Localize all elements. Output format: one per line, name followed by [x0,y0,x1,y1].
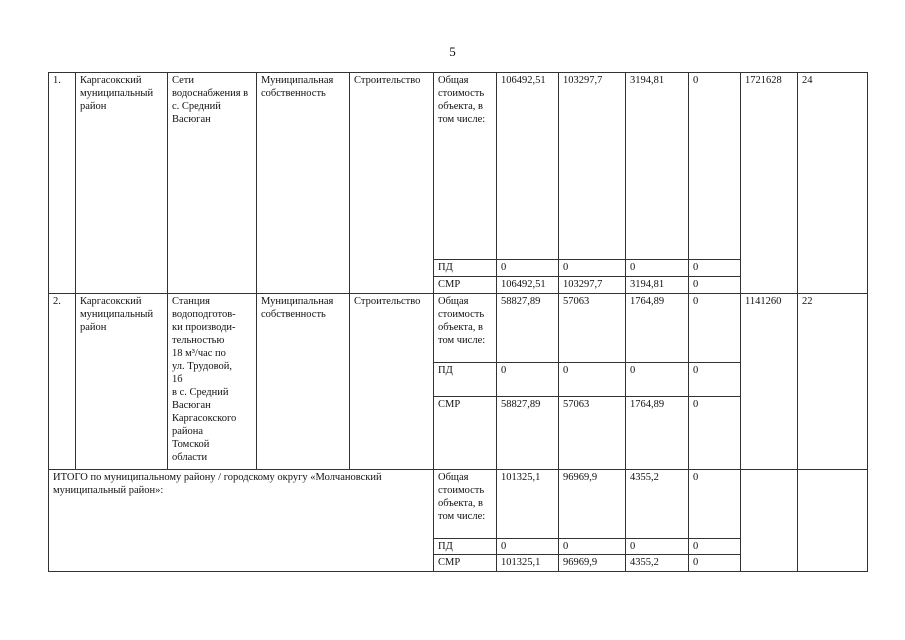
value-cell: 58827,89 [497,294,559,363]
value-cell: 0 [689,555,741,572]
pd-label: ПД [434,363,497,397]
value-cell: 0 [559,260,626,277]
value-cell: 0 [626,260,689,277]
value-cell: 0 [497,363,559,397]
value-cell: 0 [689,294,741,363]
table-row [49,73,868,260]
value-cell: 3194,81 [626,73,689,260]
value-cell: 0 [689,277,741,294]
page-number: 5 [449,44,456,59]
smr-label: СМР [434,397,497,470]
value-cell: 0 [689,73,741,260]
value-cell: 106492,51 [497,277,559,294]
value-cell: 57063 [559,397,626,470]
value-cell: 0 [689,260,741,277]
value-cell: 1764,89 [626,294,689,363]
object-cell [168,294,257,470]
value-cell: 0 [689,470,741,539]
smr-label: СМР [434,555,497,572]
object-line: ки производи- [172,322,236,333]
value-cell: 4355,2 [626,470,689,539]
object-line: Томской [172,439,210,450]
ownership-cell: Муниципальная собственность [257,294,350,470]
object-line: района [172,426,204,437]
value-cell: 57063 [559,294,626,363]
object-line: в с. Средний [172,387,229,398]
object-line: тельностью [172,335,225,346]
object-line: Каргасокского [172,413,237,424]
value-cell: 0 [626,363,689,397]
row-number: 1. [49,73,76,294]
value-cell: 103297,7 [559,277,626,294]
district-cell: Каргасокский муниципальный район [76,294,168,470]
total-row [49,470,868,539]
object-line: 1б [172,374,183,385]
value-cell: 22 [798,294,868,470]
object-line: водоподготов- [172,309,236,320]
value-cell: 1141260 [741,294,798,470]
value-cell: 0 [497,539,559,555]
total-row-label: ИТОГО по муниципальному району / городскому округу «Молчановский муниципальный район»: [49,470,434,572]
object-line: Васюган [172,400,211,411]
district-cell: Каргасокский муниципальный район [76,73,168,294]
value-cell: 0 [497,260,559,277]
total-cost-label: Общая стоимость объекта, в том числе: [434,73,497,260]
value-cell: 0 [689,539,741,555]
value-cell: 0 [559,539,626,555]
object-cell: Сети водоснабжения в с. Средний Васюган [168,73,257,294]
object-line: 18 м³/час по [172,348,226,359]
value-cell: 1721628 [741,73,798,294]
work-type-cell: Строительство [350,73,434,294]
table-row [49,294,868,363]
value-cell: 58827,89 [497,397,559,470]
value-cell: 96969,9 [559,555,626,572]
value-cell: 1764,89 [626,397,689,470]
value-cell: 4355,2 [626,555,689,572]
total-cost-label: Общая стоимость объекта, в том числе: [434,470,497,539]
investment-table [48,72,868,572]
row-number: 2. [49,294,76,470]
empty-cell [741,470,798,572]
total-cost-label: Общая стоимость объекта, в том числе: [434,294,497,363]
value-cell: 3194,81 [626,277,689,294]
work-type-cell: Строительство [350,294,434,470]
object-line: Станция [172,296,210,307]
value-cell: 0 [626,539,689,555]
object-line: области [172,452,208,463]
object-line: ул. Трудовой, [172,361,232,372]
pd-label: ПД [434,539,497,555]
value-cell: 24 [798,73,868,294]
value-cell: 103297,7 [559,73,626,260]
value-cell: 101325,1 [497,470,559,539]
pd-label: ПД [434,260,497,277]
smr-label: СМР [434,277,497,294]
value-cell: 0 [559,363,626,397]
empty-cell [798,470,868,572]
value-cell: 106492,51 [497,73,559,260]
ownership-cell: Муниципальная собственность [257,73,350,294]
value-cell: 101325,1 [497,555,559,572]
value-cell: 96969,9 [559,470,626,539]
value-cell: 0 [689,363,741,397]
value-cell: 0 [689,397,741,470]
